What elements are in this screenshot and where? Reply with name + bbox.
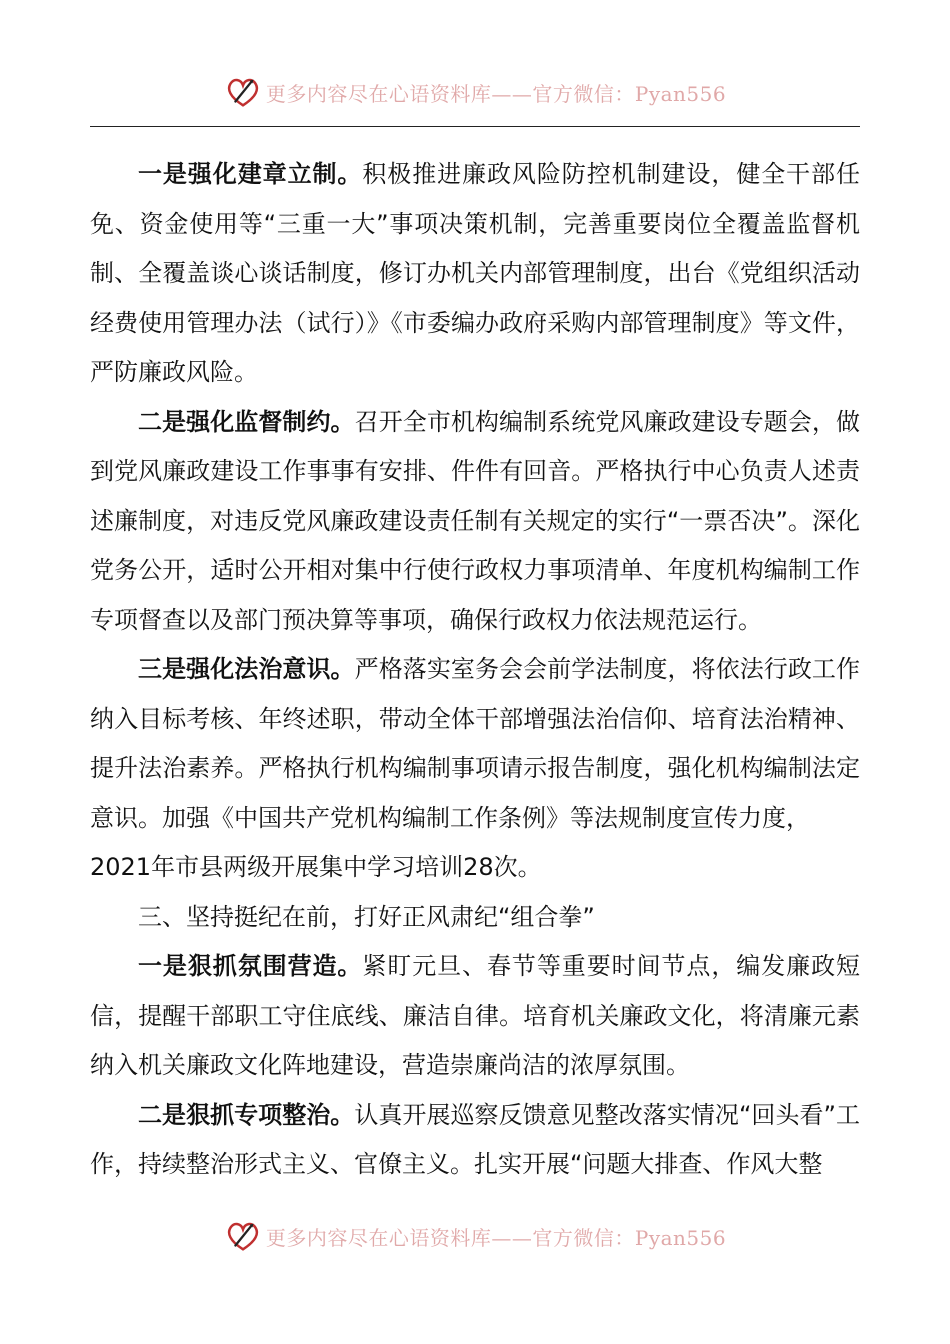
paragraph-text: 2021年市县两级开展集中学习培训28次。: [90, 853, 542, 881]
paragraph-text: 认真开展巡察反馈意见整改落实情况“回头看”工作，持续整治形式主义、官僚主义。扎实开展“问题大排查、作风大整: [90, 1100, 860, 1178]
paragraph: [90, 1091, 860, 1190]
watermark-dash: ——: [491, 1225, 533, 1250]
section-heading: [90, 893, 860, 943]
watermark-contact-id: Pyan556: [634, 81, 727, 106]
paragraph: [90, 645, 860, 843]
paragraph: [90, 942, 860, 1091]
watermark-prefix: 更多内容尽在心语资料库: [265, 1225, 492, 1250]
paragraph-text: 召开全市机构编制系统党风廉政建设专题会，做到党风廉政建设工作事事有安排、件件有回音。严格执行中心负责人述责述廉制度，对违反党风廉政建设责任制有关规定的实行“一票否决”。深化党务公开，适时公开相对集中行使行政权力事项清单、年度机构编制工作专项督查以及部门预决算等事项，确保行政权力依法规范运行。: [90, 407, 861, 634]
paragraph-lead: 二是强化监督制约。: [138, 407, 355, 436]
paragraph: [90, 150, 860, 398]
paragraph-lead: 三是强化法治意识。: [138, 655, 355, 683]
paragraph-lead: 一是狠抓氛围营造。: [138, 952, 363, 980]
paragraph-text: 紧盯元旦、春节等重要时间节点，编发廉政短信，提醒干部职工守住底线、廉洁自律。培育机关廉政文化，将清廉元素纳入机关廉政文化阵地建设，营造崇廉尚洁的浓厚氛围。: [90, 952, 861, 1079]
header-watermark: [0, 70, 950, 114]
paragraph-text: 严格落实室务会会前学法制度，将依法行政工作纳入目标考核、年终述职，带动全体干部增强法治信仰、培育法治精神、提升法治素养。严格执行机构编制事项请示报告制度，强化机构编制法定意识。加强《中国共产党机构编制工作条例》等法规制度宣传力度，: [90, 655, 861, 832]
paragraph-text: 积极推进廉政风险防控机制建设，健全干部任免、资金使用等“三重一大”事项决策机制，完善重要岗位全覆盖监督机制、全覆盖谈心谈话制度，修订办机关内部管理制度，出台《党组织活动经费使用管理办法（试行）》《市委编办政府采购内部管理制度》等文件，严防廉政风险。: [90, 160, 861, 386]
heart-pen-logo-icon: [224, 73, 262, 111]
paragraph-lead: 一是强化建章立制。: [138, 160, 363, 188]
paragraph: [90, 398, 860, 646]
watermark-contact-label: 官方微信：: [532, 81, 635, 106]
watermark-contact-label: 官方微信：: [532, 1225, 635, 1250]
watermark-dash: ——: [491, 81, 533, 106]
document-body: [90, 150, 860, 1190]
paragraph: [90, 843, 860, 893]
heart-pen-logo-icon: [224, 1217, 262, 1255]
footer-watermark: [0, 1214, 950, 1258]
paragraph-lead: 二是狠抓专项整治。: [138, 1100, 355, 1129]
watermark-prefix: 更多内容尽在心语资料库: [265, 81, 492, 106]
section-heading-text: 三、坚持挺纪在前，打好正风肃纪“组合拳”: [138, 902, 595, 931]
watermark-contact-id: Pyan556: [634, 1225, 727, 1250]
header-divider: [90, 126, 860, 127]
